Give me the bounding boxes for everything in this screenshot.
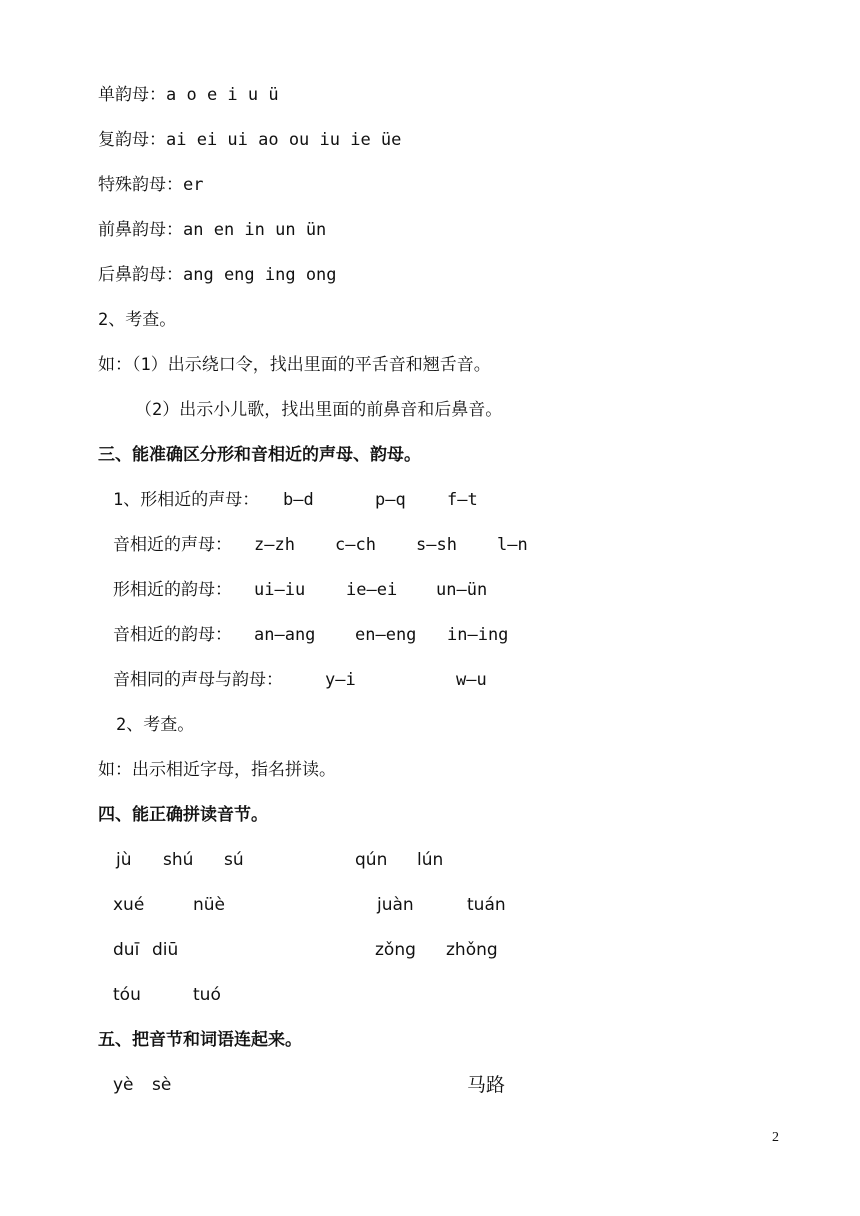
pair-item: w—u	[456, 670, 487, 690]
section5-heading: 五、把音节和词语连起来。	[98, 1030, 302, 1050]
pair-item: z—zh	[254, 535, 295, 555]
section3-row5-label: 音相同的声母与韵母：	[113, 670, 283, 690]
check-example-1: 如：（1）出示绕口令，找出里面的平舌音和翘舌音。	[98, 355, 491, 375]
syllable: jù	[116, 850, 132, 870]
section3-row4-label: 音相近的韵母：	[113, 625, 232, 645]
section3-row2-label: 音相近的声母：	[113, 535, 232, 555]
section3-check-title: 2、考查。	[116, 715, 195, 735]
front-nasal-finals-line: 前鼻韵母：an en in un ün	[98, 220, 327, 240]
syllable: tuán	[467, 895, 506, 915]
back-nasal-finals-line: 后鼻韵母：ang eng ing ong	[98, 265, 337, 285]
syllable: sè	[152, 1075, 172, 1095]
pair-item: b—d	[283, 490, 314, 510]
pair-item: p—q	[375, 490, 406, 510]
pair-item: ui—iu	[254, 580, 306, 600]
pair-item: l—n	[497, 535, 528, 555]
syllable: xué	[113, 895, 145, 915]
syllable: nüè	[193, 895, 226, 915]
check-example-2: （2）出示小儿歌，找出里面的前鼻音和后鼻音。	[135, 400, 503, 420]
special-finals-line: 特殊韵母：er	[98, 175, 204, 195]
pair-item: s—sh	[416, 535, 457, 555]
syllable: duī	[113, 940, 140, 960]
syllable: qún	[355, 850, 388, 870]
syllable: shú	[163, 850, 194, 870]
section4-heading: 四、能正确拼读音节。	[98, 805, 268, 825]
syllable: sú	[224, 850, 244, 870]
check-title: 2、考查。	[98, 310, 177, 330]
syllable: juàn	[377, 895, 414, 915]
pair-item: c—ch	[335, 535, 376, 555]
section3-check-example: 如：出示相近字母，指名拼读。	[98, 760, 336, 780]
pair-item: y—i	[325, 670, 356, 690]
syllable: diū	[152, 940, 179, 960]
section3-row3-label: 形相近的韵母：	[113, 580, 232, 600]
pair-item: en—eng	[355, 625, 417, 645]
section3-heading: 三、能准确区分形和音相近的声母、韵母。	[98, 445, 421, 465]
compound-finals-line: 复韵母：ai ei ui ao ou iu ie üe	[98, 130, 402, 150]
pair-item: un—ün	[436, 580, 488, 600]
pair-item: f—t	[447, 490, 478, 510]
syllable: zhǒng	[446, 940, 498, 960]
pair-item: in—ing	[447, 625, 509, 645]
single-finals-line: 单韵母：a o e i u ü	[98, 85, 279, 105]
syllable: yè	[113, 1075, 134, 1095]
pair-item: an—ang	[254, 625, 316, 645]
syllable: tóu	[113, 985, 141, 1005]
pair-item: ie—ei	[346, 580, 398, 600]
syllable: lún	[417, 850, 444, 870]
section3-row1-label: 1、形相近的声母：	[113, 490, 260, 510]
page-number: 2	[772, 1130, 779, 1145]
syllable: zǒng	[375, 940, 416, 960]
syllable: tuó	[193, 985, 221, 1005]
word-malu: 马路	[467, 1074, 506, 1096]
